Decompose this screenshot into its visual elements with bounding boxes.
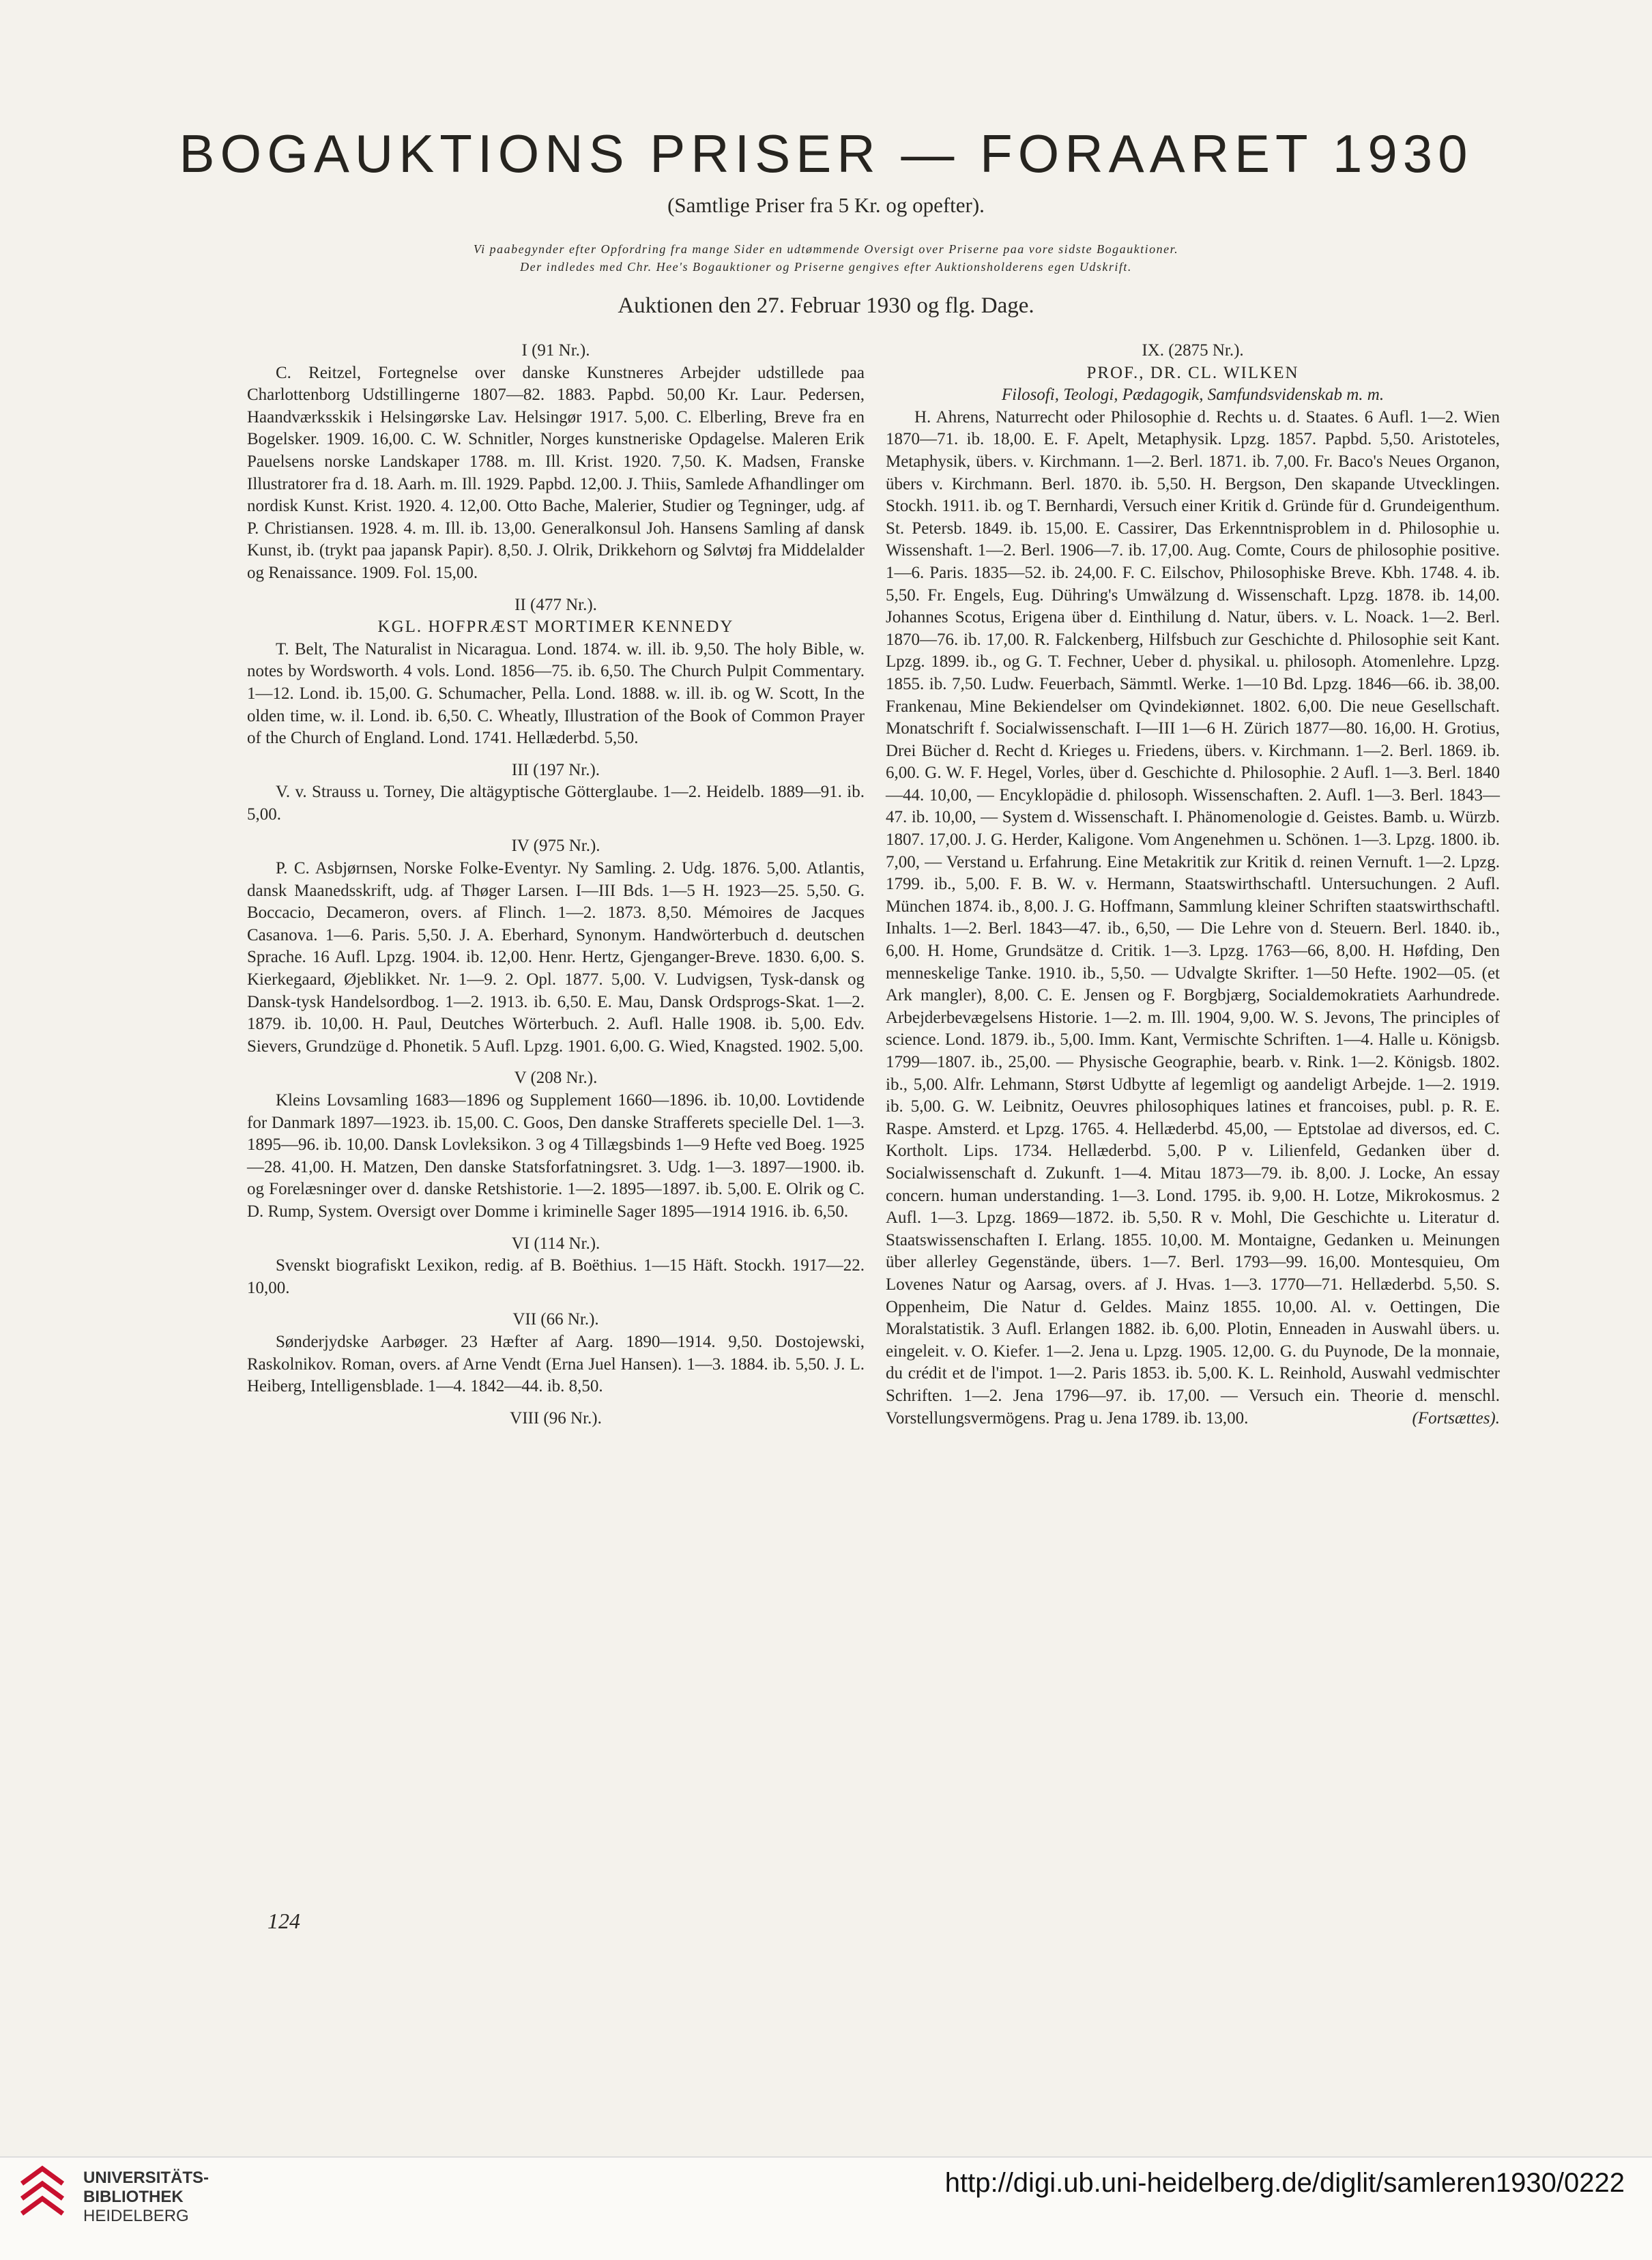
section-category: Filosofi, Teologi, Pædagogik, Samfundsvidenskab m. m. (1001, 386, 1385, 405)
section-heading: V (208 Nr.). (514, 1069, 598, 1088)
section-body: V. v. Strauss u. Torney, Die altägyptische Götterglaube. 1—2. Heidelb. 1889—91. ib. 5,00. (247, 783, 865, 824)
auction-date: Auktionen den 27. Februar 1930 og flg. Dage. (618, 293, 1034, 318)
right-column (886, 340, 1500, 1434)
section-heading: I (91 Nr.). (521, 341, 590, 360)
section-body: P. C. Asbjørnsen, Norske Folke-Eventyr. Ny Samling. 2. Udg. 1876. 5,00. Atlantis, dansk Maanedsskrift, udg. af Thøger Larsen. I—III Bds. 1—5 H. 1923—25. 5,50. G. Boccacio, Decameron, overs. af Flinch. 1—2. 1873. 8,50. Mémoires de Jacques Casanova. 1—6. Paris. 5,50. J. A. Eberhard, Synonym. Handwörterbuch d. deutschen Sprache. 16 Aufl. Lpzg. 1904. ib. 12,00. Henr. Hertz, Gjenganger-Breve. 1830. 6,00. S. Kierkegaard, Øjeblikket. Nr. 1—9. 2. Opl. 1877. 5,00. V. Ludvigsen, Tysk-dansk og Dansk-tysk Handelsordbog. 1—2. 1913. ib. 6,50. E. Mau, Dansk Ordsprogs-Skat. 1—2. 1879. ib. 10,00. H. Paul, Deutches Wörterbuch. 2. Aufl. Halle 1908. ib. 5,00. Edv. Sievers, Grundzüge d. Phonetik. 5 Aufl. Lpzg. 1901. 6,00. G. Wied, Knagsted. 1902. 5,00. (247, 859, 865, 1056)
left-column (247, 340, 865, 1430)
section-heading: VI (114 Nr.). (511, 1234, 600, 1253)
section-body: Svenskt biografiskt Lexikon, redig. af B. Boëthius. 1—15 Häft. Stockh. 1917—22. 10,00. (247, 1256, 865, 1297)
logo-line: UNIVERSITÄTS- (83, 2169, 209, 2187)
continued-note: (Fortsættes). (1412, 1408, 1500, 1428)
section-body: Kleins Lovsamling 1683—1896 og Supplement 1660—1896. ib. 10,00. Lovtidende for Danmark 1897—1923. ib. 15,00. C. Goos, Den danske Strafferets specielle Del. 1—3. 1895—96. ib. 10,00. Dansk Lovleksikon. 3 og 4 Tillægsbinds 1—9 Hefte ved Boeg. 1925—28. 41,00. H. Matzen, Den danske Statsforfatningsret. 3. Udg. 1—3. 1897—1900. ib. og Forelæsninger over d. danske Retshistorie. 1—2. 1895—1897. ib. 5,00. E. Olrik og C. D. Rump, System. Oversigt over Domme i kriminelle Sager 1895—1914 1916. ib. 6,50. (247, 1091, 865, 1221)
page-subtitle: (Samtlige Priser fra 5 Kr. og opefter). (667, 193, 985, 217)
logo-line: BIBLIOTHEK (83, 2188, 184, 2206)
source-url-link[interactable]: http://digi.ub.uni-heidelberg.de/diglit/samleren1930/0222 (944, 2168, 1625, 2198)
page-title: BOGAUKTIONS PRISER — FORAARET 1930 (179, 124, 1473, 184)
section-body: T. Belt, The Naturalist in Nicaragua. Lond. 1874. w. ill. ib. 9,50. The holy Bible, w. notes by Wordsworth. 4 vols. Lond. 1856—75. ib. 6,50. The Church Pulpit Commentary. 1—12. Lond. ib. 15,00. G. Schumacher, Pella. Lond. 1888. w. ill. ib. og W. Scott, In the olden time, w. il. Lond. ib. 6,50. C. Wheatly, Illustration of the Book of Common Prayer of the Church of England. Lond. 1741. Hellæderbd. 5,50. (247, 639, 865, 748)
section-body-text: H. Ahrens, Naturrecht oder Philosophie d. Rechts u. d. Staates. 6 Aufl. 1—2. Wien 1870—71. ib. 18,00. E. F. Apelt, Metaphysik. Lpzg. 1857. Papbd. 5,50. Aristoteles, Metaphysik, übers. v. Kirchmann. 1—2. Berl. 1871. ib. 7,00. Fr. Baco's Neues Organon, übers v. Kirchmann. Berl. 1870. ib. 5,50. H. Bergson, Den skapande Utvecklingen. Stockh. 1911. ib. og T. Bernhardi, Versuch einer Kritik d. Gründe für d. Grundeigenthum. St. Petersb. 1849. ib. 15,00. E. Cassirer, Das Erkenntnisproblem in d. Philosophie u. Wissenshaft. 1—2. Berl. 1906—7. ib. 17,00. Aug. Comte, Cours de philosophie positive. 1—6. Paris. 1835—52. ib. 24,00. F. C. Eilschov, Philosophiske Breve. Kbh. 1748. 4. ib. 5,50. Fr. Engels, Eug. Dühring's Umwälzung d. Wissenschaft. Lpzg. 1878. ib. 14,00. Johannes Scotus, Erigena über d. Einthilung d. Natur, übers. v. L. Noack. 1—2. Berl. 1870—76. ib. 17,00. R. Falckenberg, Hilfsbuch zur Geschichte d. Philosophie seit Kant. Lpzg. 1899. ib., og G. T. Fechner, Ueber d. physikal. u. philosoph. Atomenlehre. Lpzg. 1855. ib. 7,50. Ludw. Feuerbach, Sämmtl. Werke. 1—10 Bd. Lpzg. 1846—66. ib. 38,00. Frankenau, Mine Bekiendelser om Qvindekiønnet. 1802. 6,00. Die neue Gesellschaft. Monatschrift f. Socialwissenschaft. I—III 1—6 H. Zürich 1877—80. 16,00. H. Grotius, Drei Bücher d. Recht d. Krieges u. Friedens, übers. v. Kirchmann. 1—2. Berl. 1869. ib. 6,00. G. W. F. Hegel, Vorles, über d. Geschichte d. Philosophie. 2 Aufl. 1—3. Berl. 1840—44. 10,00, — Encyklopädie d. philosoph. Wissenschaften. 2. Aufl. 1—3. Berl. 1843—47. ib. 10,00, — System d. Wissenschaft. I. Phänomenologie d. Geistes. Bamb. u. Würzb. 1807. 17,00. J. G. Herder, Kaligone. Vom Angenehmen u. Schönen. 1—3. Lpzg. 1800. ib. 7,00, — Verstand u. Erfahrung. Eine Metakritik zur Kritik d. reinen Vernuft. 1—2. Lpzg. 1799. ib., 5,00. F. B. W. v. Hermann, Staatswirthschaftl. Untersuchungen. 2 Aufl. München 1874. ib., 8,00. J. G. Hoffmann, Sammlung kleiner Schriften staatswirthschaftl. Inhalts. 1—2. Berl. 1843—47. ib., 6,50, — Die Lehre von d. Steuern. Berl. 1840. ib., 6,00. H. Home, Grundsätze d. Critik. 1—3. Lpzg. 1763—66, 8,00. H. Høfding, Den menneskelige Tanke. 1910. ib., 5,50. — Udvalgte Skrifter. 1—50 Hefte. 1902—05. (et Ark mangler), 8,00. C. E. Jensen og F. Borgbjærg, Socialdemokratiets Aarhundrede. Arbejderbevægelsens Historie. 1—2. m. Ill. 1904, 9,00. W. S. Jevons, The principles of science. Lond. 1879. ib., 5,00. Imm. Kant, Vermischte Schriften. 1—4. Halle u. Königsb. 1799—1807. ib., 25,00. — Physische Geographie, bearb. v. Rink. 1—2. Königsb. 1802. ib., 5,00. Alfr. Lehmann, Størst Udbytte af legemligt og aandeligt Arbejde. 1—2. 1919. ib. 5,00. G. W. Leibnitz, Oeuvres philosophiques latines et francoises, publ. p. R. E. Raspe. Amsterd. et Lpzg. 1765. 4. Hellæderbd. 45,00, — Eptstolae ad diversos, ed. C. Kortholt. Lips. 1734. Hellæderbd. 5,00. P v. Lilienfeld, Gedanken über d. Socialwissenschaft d. Zukunft. 1—4. Mitau 1873—79. ib. 8,00. J. Locke, An essay concern. human understanding. 1—3. Lond. 1795. ib. 9,00. H. Lotze, Mikrokosmus. 2 Aufl. 1—3. Lpzg. 1869—1872. ib. 5,50. R v. Mohl, Die Geschichte u. Literatur d. Staatswissenschaften I. Erlang. 1855. 10,00. M. Montaigne, Gedanken u. Meinungen über allerley Gegenstände, übers. 1—7. Berl. 1793—99. 16,00. Montesquieu, Om Lovenes Natur og Aarsag, overs. af J. Hvas. 1—3. 1770—71. Hellæderbd. 5,50. S. Oppenheim, Die Natur d. Geldes. Mainz 1855. 10,00. Al. v. Oettingen, Die Moralstatistik. 3 Aufl. Erlangen 1882. ib. 6,00. Plotin, Enneaden in Auswahl übers. u. eingeleit. v. O. Kiefer. 1—2. Jena u. Lpzg. 1905. 12,00. G. du Puynode, De la monnaie, du crédit et de l'impot. 1—2. Paris 1853. ib. 5,00. K. L. Reinhold, Auswahl vedmischter Schriften. 1—2. Jena 1796—97. ib. 17,00. — Versuch ein. Theorie d. menschl. Vorstellungsvermögens. Prag u. Jena 1789. ib. 13,00. (886, 407, 1500, 1428)
section-subheading: PROF., DR. CL. WILKEN (1086, 363, 1299, 382)
section-heading: II (477 Nr.). (515, 595, 597, 614)
section-heading: IV (975 Nr.). (511, 837, 600, 856)
section-heading: III (197 Nr.). (511, 760, 600, 779)
page-number: 124 (267, 1909, 300, 1933)
section-subheading: KGL. HOFPRÆST MORTIMER KENNEDY (377, 618, 734, 637)
section-body: C. Reitzel, Fortegnelse over danske Kunstneres Arbejder udstillede paa Charlottenborg Udstillingerne 1807—82. 1883. Papbd. 50,00 Kr. Laur. Pedersen, Haandværksskik i Helsingørske Lav. Helsingør 1917. 5,00. C. Elberling, Breve fra en Bogelsker. 1909. 16,00. C. W. Schnitler, Norges kunstneriske Opdagelse. Maleren Erik Pauelsens norske Landskaper 1788. m. Ill. Krist. 1920. 7,50. K. Madsen, Franske Illustratorer fra d. 18. Aarh. m. Ill. 1929. Papbd. 12,00. J. Thiis, Samlede Afhandlinger om nordisk Kunst. Krist. 1920. 4. 12,00. Otto Bache, Malerier, Studier og Tegninger, udg. af P. Christiansen. 1928. 4. m. Ill. ib. 13,00. Generalkonsul Joh. Hansens Samling af dansk Kunst, ib. (trykt paa japansk Papir). 8,50. J. Olrik, Drikkehorn og Sølvtøj fra Middelalder og Renaissance. 1909. Fol. 15,00. (247, 363, 865, 582)
section-heading: VII (66 Nr.). (512, 1310, 599, 1329)
section-heading: VIII (96 Nr.). (510, 1408, 602, 1428)
section-heading: IX. (2875 Nr.). (1142, 341, 1244, 360)
section-body: Sønderjydske Aarbøger. 23 Hæfter af Aarg. 1890—1914. 9,50. Dostojewski, Raskolnikov. Roman, overs. af Arne Vendt (Erna Juel Hansen). 1—3. 1884. ib. 5,50. J. L. Heiberg, Intelligensblade. 1—4. 1842—44. ib. 8,50. (247, 1332, 865, 1396)
section-body (886, 407, 1500, 1430)
logo-line: HEIDELBERG (83, 2207, 189, 2225)
library-logo-text[interactable] (83, 2169, 209, 2226)
intro-line-2: Der indledes med Chr. Hee's Bogauktioner og Priserne gengives efter Auktionsholderens egen Udskrift. (520, 260, 1132, 274)
library-logo-icon[interactable] (15, 2163, 70, 2225)
intro-line-1: Vi paabegynder efter Opfordring fra mange Sider en udtømmende Oversigt over Priserne paa vore sidste Bogauktioner. (473, 242, 1179, 256)
